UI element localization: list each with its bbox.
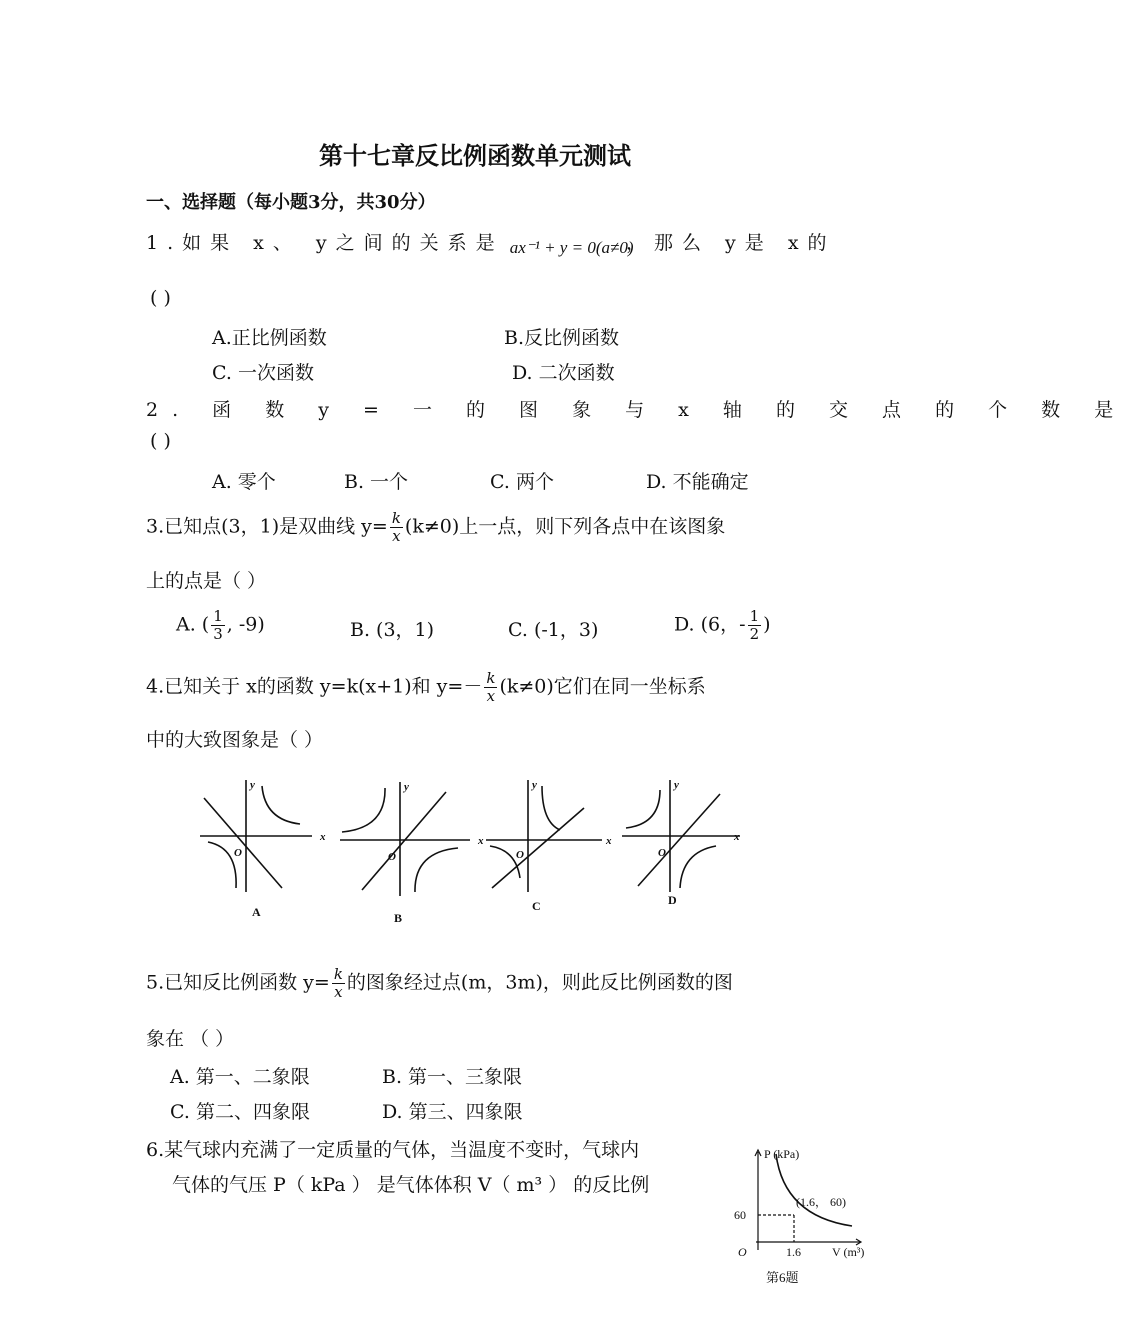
graph-c-origin: O (516, 849, 524, 861)
q3-stem-line2: 上的点是（ ） (146, 570, 267, 592)
graph-d-line (638, 794, 720, 886)
q4-stem-post: (k≠0)它们在同一坐标系 (499, 675, 706, 698)
graph-a-origin: O (234, 847, 242, 859)
q3-option-d-pre: D. (6，- (674, 613, 746, 636)
q4-stem-pre: 4.已知关于 x的函数 y=k(x+1)和 y=－ (146, 675, 483, 698)
q3-option-b: B. (3，1) (350, 619, 435, 641)
q2-option-a: A. 零个 (212, 471, 276, 493)
q5-fraction-num: k (333, 965, 343, 983)
q3-stem-post: (k≠0)上一点，则下列各点中在该图象 (404, 515, 726, 538)
q4-fraction-den: x (486, 687, 496, 705)
q4-graph-d (622, 780, 740, 892)
graph-d-curve-lower (680, 846, 716, 888)
q2-answer-paren: ( ) (150, 430, 171, 452)
q3-fraction-num: k (391, 509, 401, 527)
q1-stem-line (146, 228, 633, 255)
graph-a-x-label: x (320, 831, 326, 843)
q6-figure (730, 1140, 890, 1290)
q6-stem-line2: 气体的气压 P（ kPa ） 是气体体积 V（ m³ ） 的反比例 (172, 1174, 650, 1196)
q1-answer-paren: ( ) (150, 287, 171, 309)
graph-b-x-label: x (478, 835, 484, 847)
q3-stem (146, 510, 725, 545)
q3-option-d (674, 608, 771, 643)
q5-fraction (332, 966, 345, 1001)
graph-b-curve-lower (415, 848, 458, 892)
q3-option-d-post: ) (763, 613, 771, 636)
graph-d-origin: O (658, 847, 666, 859)
q4-graph-b (340, 782, 470, 896)
graph-b-caption: B (394, 911, 403, 925)
graph-d-caption: D (668, 893, 677, 907)
q1-option-b: B.反比例函数 (504, 327, 620, 349)
graph-a-curve-upper (262, 786, 300, 824)
q1-tail: ，那么 y是 x的 (626, 232, 836, 254)
q3-option-d-num: 1 (749, 607, 760, 625)
q6-origin: O (738, 1245, 747, 1259)
q5-stem (146, 966, 733, 1001)
graph-c-curve-upper (542, 786, 560, 830)
q4-graphs (190, 772, 750, 932)
q3-fraction-den: x (392, 527, 401, 545)
graph-d-curve-upper (626, 790, 660, 828)
q1-option-d: D. 二次函数 (512, 362, 615, 384)
q1-expression: ax⁻¹ + y = 0(a≠0) (509, 238, 634, 257)
graph-c-y-label: y (532, 779, 537, 791)
q3-option-a (176, 608, 265, 643)
graph-b-origin: O (388, 851, 396, 863)
q5-stem-pre: 5.已知反比例函数 y= (146, 971, 330, 994)
q5-option-c: C. 第二、四象限 (170, 1101, 310, 1123)
q4-graph-a (200, 780, 312, 892)
graph-b-y-label: y (404, 781, 409, 793)
q3-fraction (390, 510, 403, 545)
q1-option-a: A.正比例函数 (212, 327, 327, 349)
q3-option-a-pre: A. ( (176, 613, 210, 636)
q3-option-a-post: , -9) (226, 613, 265, 636)
q5-option-b: B. 第一、三象限 (382, 1066, 523, 1088)
q5-option-d: D. 第三、四象限 (382, 1101, 523, 1123)
page-title: 第十七章反比例函数单元测试 (319, 141, 631, 170)
graph-b-line (362, 792, 446, 890)
graph-a-caption: A (252, 905, 261, 919)
q6-x-axis-label: V (m³) (832, 1245, 865, 1259)
graph-a-line (204, 798, 282, 888)
graph-b-curve-upper (342, 788, 385, 832)
q5-fraction-den: x (334, 983, 343, 1001)
q6-curve (776, 1154, 852, 1226)
q5-stem-line2: 象在 （ ） (146, 1028, 235, 1050)
q5-stem-post: 的图象经过点(m，3m)，则此反比例函数的图 (346, 971, 733, 994)
graph-d-y-label: y (674, 779, 679, 791)
q4-fraction-num: k (486, 669, 496, 687)
graph-d-x-label: x (734, 831, 740, 843)
graph-c-line (492, 808, 584, 888)
q6-x-tick: 1.6 (786, 1245, 801, 1259)
q2-option-c: C. 两个 (490, 471, 554, 493)
q3-option-d-fraction (748, 608, 762, 643)
q4-stem-line2: 中的大致图象是（ ） (146, 729, 324, 751)
q3-option-a-fraction (211, 608, 225, 643)
section-heading: 一、选择题（每小题3分，共30分） (146, 192, 436, 213)
q6-point-label: (1.6， 60) (796, 1195, 846, 1209)
q3-option-c: C. (-1，3) (508, 619, 599, 641)
graph-c-x-label: x (606, 835, 612, 847)
q3-option-a-den: 3 (213, 625, 223, 643)
q6-y-tick: 60 (734, 1208, 746, 1222)
q4-graph-c (486, 780, 602, 892)
q3-option-a-num: 1 (213, 607, 223, 625)
q6-stem-line1: 6.某气球内充满了一定质量的气体，当温度不变时，气球内 (146, 1139, 640, 1161)
graph-a-curve-lower (208, 842, 236, 888)
q2-option-d: D. 不能确定 (646, 471, 749, 493)
q1-option-c: C. 一次函数 (212, 362, 314, 384)
q2-option-b: B. 一个 (344, 471, 409, 493)
graph-c-caption: C (532, 899, 541, 913)
q1-stem: 1.如果 x、 y之间的关系是 (146, 232, 504, 254)
q6-y-axis-label: P (kPa) (764, 1147, 800, 1161)
q2-stem: 2. 函 数 y = 一 的 图 象 与 x 轴 的 交 点 的 个 数 是 (146, 399, 1127, 421)
q3-stem-pre: 3.已知点(3，1)是双曲线 y= (146, 515, 388, 538)
q4-stem (146, 670, 706, 705)
q4-fraction (484, 670, 497, 705)
q3-option-d-den: 2 (749, 625, 760, 643)
q6-caption: 第6题 (766, 1270, 799, 1285)
q5-option-a: A. 第一、二象限 (170, 1066, 310, 1088)
graph-a-y-label: y (250, 779, 255, 791)
